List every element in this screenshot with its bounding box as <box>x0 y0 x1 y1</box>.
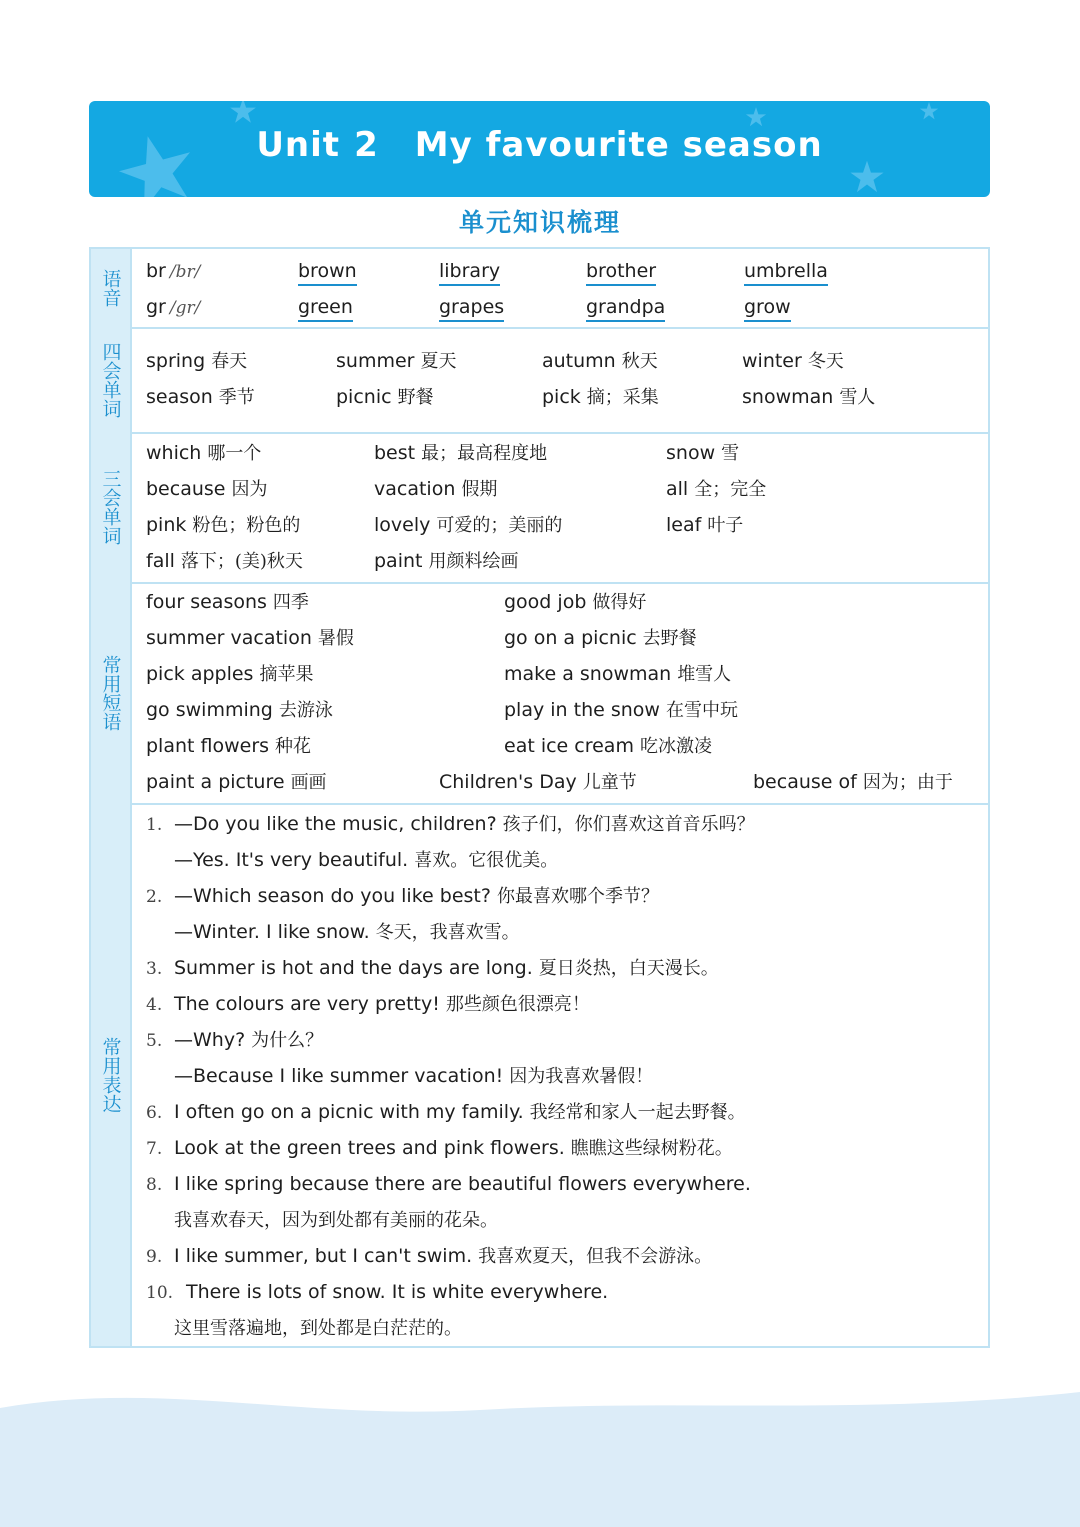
vocab-item: pick 摘；采集 <box>542 386 659 408</box>
phrases-section <box>91 582 988 805</box>
expression-line <box>146 884 659 909</box>
phonics-word: grandpa <box>586 296 666 318</box>
three-skill-words-section <box>91 432 988 584</box>
expression-chinese: 我喜欢春天，因为到处都有美丽的花朵。 <box>174 1210 498 1231</box>
expression-chinese: 冬天，我喜欢雪。 <box>375 922 520 943</box>
expression-english: Look at the green trees and pink flowers. <box>174 1137 565 1159</box>
expression-english: There is lots of snow. It is white everywhere. <box>186 1281 609 1303</box>
vocab-item: pink 粉色；粉色的 <box>146 514 301 536</box>
expression-chinese: 你最喜欢哪个季节？ <box>496 886 659 907</box>
phonics-sound: gr /gr/ <box>146 296 201 318</box>
expression-english: —Do you like the music, children? <box>174 813 497 835</box>
phrase-item: summer vacation 暑假 <box>146 627 354 649</box>
vocab-item: which 哪一个 <box>146 442 262 464</box>
vocab-item: snowman 雪人 <box>742 386 876 408</box>
expression-chinese: 瞧瞧这些绿树粉花。 <box>570 1138 733 1159</box>
expression-line <box>146 1064 653 1089</box>
vocab-item: winter 冬天 <box>742 350 844 372</box>
expression-number: 4. <box>146 995 163 1015</box>
expression-number: 1. <box>146 815 163 835</box>
vocab-item: autumn 秋天 <box>542 350 658 372</box>
phrase-item: four seasons 四季 <box>146 591 309 613</box>
section-label: 三会单词 <box>91 432 132 582</box>
expression-line <box>146 956 719 981</box>
expression-chinese: 孩子们，你们喜欢这首音乐吗？ <box>502 814 755 835</box>
phrase-item: because of 因为；由于 <box>753 771 953 793</box>
unit-banner <box>89 101 990 197</box>
vocab-item: fall 落下；(美)秋天 <box>146 550 303 572</box>
vocab-item: season 季节 <box>146 386 255 408</box>
phrase-item: paint a picture 画画 <box>146 771 327 793</box>
expression-line <box>146 1100 746 1125</box>
vocab-item: vacation 假期 <box>374 478 498 500</box>
phrase-item: Children's Day 儿童节 <box>439 771 637 793</box>
expression-number: 8. <box>146 1175 163 1195</box>
vocab-item: summer 夏天 <box>336 350 457 372</box>
expression-english: I often go on a picnic with my family. <box>174 1101 524 1123</box>
expression-chinese: 因为我喜欢暑假！ <box>509 1066 654 1087</box>
vocab-item: lovely 可爱的；美丽的 <box>374 514 563 536</box>
vocab-item: best 最；最高程度地 <box>374 442 548 464</box>
expression-line <box>146 812 755 837</box>
expression-number: 9. <box>146 1247 163 1267</box>
expression-line <box>146 1028 323 1053</box>
knowledge-table <box>89 247 990 1348</box>
section-label: 常用短语 <box>91 582 132 803</box>
phrase-item: make a snowman 堆雪人 <box>504 663 732 685</box>
phonics-sound: br /br/ <box>146 260 201 282</box>
section-subtitle: 单元知识梳理 <box>458 208 621 237</box>
expression-english: —Which season do you like best? <box>174 885 491 907</box>
expression-english: I like spring because there are beautiful flowers everywhere. <box>174 1173 751 1195</box>
expression-english: The colours are very pretty! <box>174 993 440 1015</box>
phonics-word: library <box>439 260 501 282</box>
expression-chinese: 我喜欢夏天，但我不会游泳。 <box>478 1246 713 1267</box>
expression-english: —Winter. I like snow. <box>174 921 370 943</box>
phrase-item: play in the snow 在雪中玩 <box>504 699 738 721</box>
phrase-item: go swimming 去游泳 <box>146 699 333 721</box>
phrase-item: go on a picnic 去野餐 <box>504 627 697 649</box>
vocab-item: spring 春天 <box>146 350 248 372</box>
expression-english: I like summer, but I can't swim. <box>174 1245 473 1267</box>
phonics-word: grow <box>744 296 791 318</box>
expression-chinese: 那些颜色很漂亮！ <box>445 994 590 1015</box>
expression-english: —Yes. It's very beautiful. <box>174 849 409 871</box>
vocab-item: all 全；完全 <box>666 478 767 500</box>
phrase-item: pick apples 摘苹果 <box>146 663 314 685</box>
section-label: 常用表达 <box>91 803 132 1346</box>
expression-number: 6. <box>146 1103 163 1123</box>
section-label: 四会单词 <box>91 327 132 432</box>
expression-number: 2. <box>146 887 163 907</box>
star-decoration-icon <box>229 101 257 125</box>
phonics-section <box>91 249 988 329</box>
unit-label: Unit <box>256 125 341 165</box>
phonics-word: grapes <box>439 296 505 318</box>
expression-line <box>146 1172 757 1197</box>
expression-line <box>146 992 590 1017</box>
expression-line <box>146 1280 614 1305</box>
vocab-item: because 因为 <box>146 478 268 500</box>
phrase-item: good job 做得好 <box>504 591 647 613</box>
expression-english: —Because I like summer vacation! <box>174 1065 504 1087</box>
phrase-item: plant flowers 种花 <box>146 735 312 757</box>
unit-number: 2 <box>354 125 379 165</box>
expression-line <box>146 1316 462 1341</box>
expression-english: —Why? <box>174 1029 246 1051</box>
expression-chinese: 这里雪落遍地，到处都是白茫茫的。 <box>174 1318 462 1339</box>
star-decoration-icon <box>919 101 939 121</box>
vocab-item: paint 用颜料绘画 <box>374 550 519 572</box>
expression-number: 10. <box>146 1283 174 1303</box>
expression-english: Summer is hot and the days are long. <box>174 957 533 979</box>
expression-number: 7. <box>146 1139 163 1159</box>
bottom-wave-decoration <box>0 1380 1080 1527</box>
vocab-item: picnic 野餐 <box>336 386 434 408</box>
phonics-word: green <box>298 296 353 318</box>
expression-line <box>146 920 520 945</box>
phonics-word: umbrella <box>744 260 828 282</box>
phrase-item: eat ice cream 吃冰激凌 <box>504 735 712 757</box>
vocab-item: snow 雪 <box>666 442 740 464</box>
section-label: 语音 <box>91 249 132 327</box>
expression-chinese: 为什么？ <box>251 1030 324 1051</box>
unit-title <box>89 125 990 165</box>
expression-line <box>146 1136 733 1161</box>
four-skill-words-section <box>91 327 988 434</box>
expression-line <box>146 1244 712 1269</box>
expression-number: 3. <box>146 959 163 979</box>
expression-chinese: 喜欢。它很优美。 <box>414 850 559 871</box>
phonics-word: brother <box>586 260 657 282</box>
expression-line <box>146 848 558 873</box>
expression-line <box>146 1208 498 1233</box>
vocab-item: leaf 叶子 <box>666 514 744 536</box>
expression-chinese: 我经常和家人一起去野餐。 <box>529 1102 746 1123</box>
unit-topic: My favourite season <box>414 125 823 165</box>
expression-chinese: 夏日炎热，白天漫长。 <box>538 958 719 979</box>
phonics-word: brown <box>298 260 357 282</box>
expressions-section <box>91 803 988 1346</box>
expression-number: 5. <box>146 1031 163 1051</box>
